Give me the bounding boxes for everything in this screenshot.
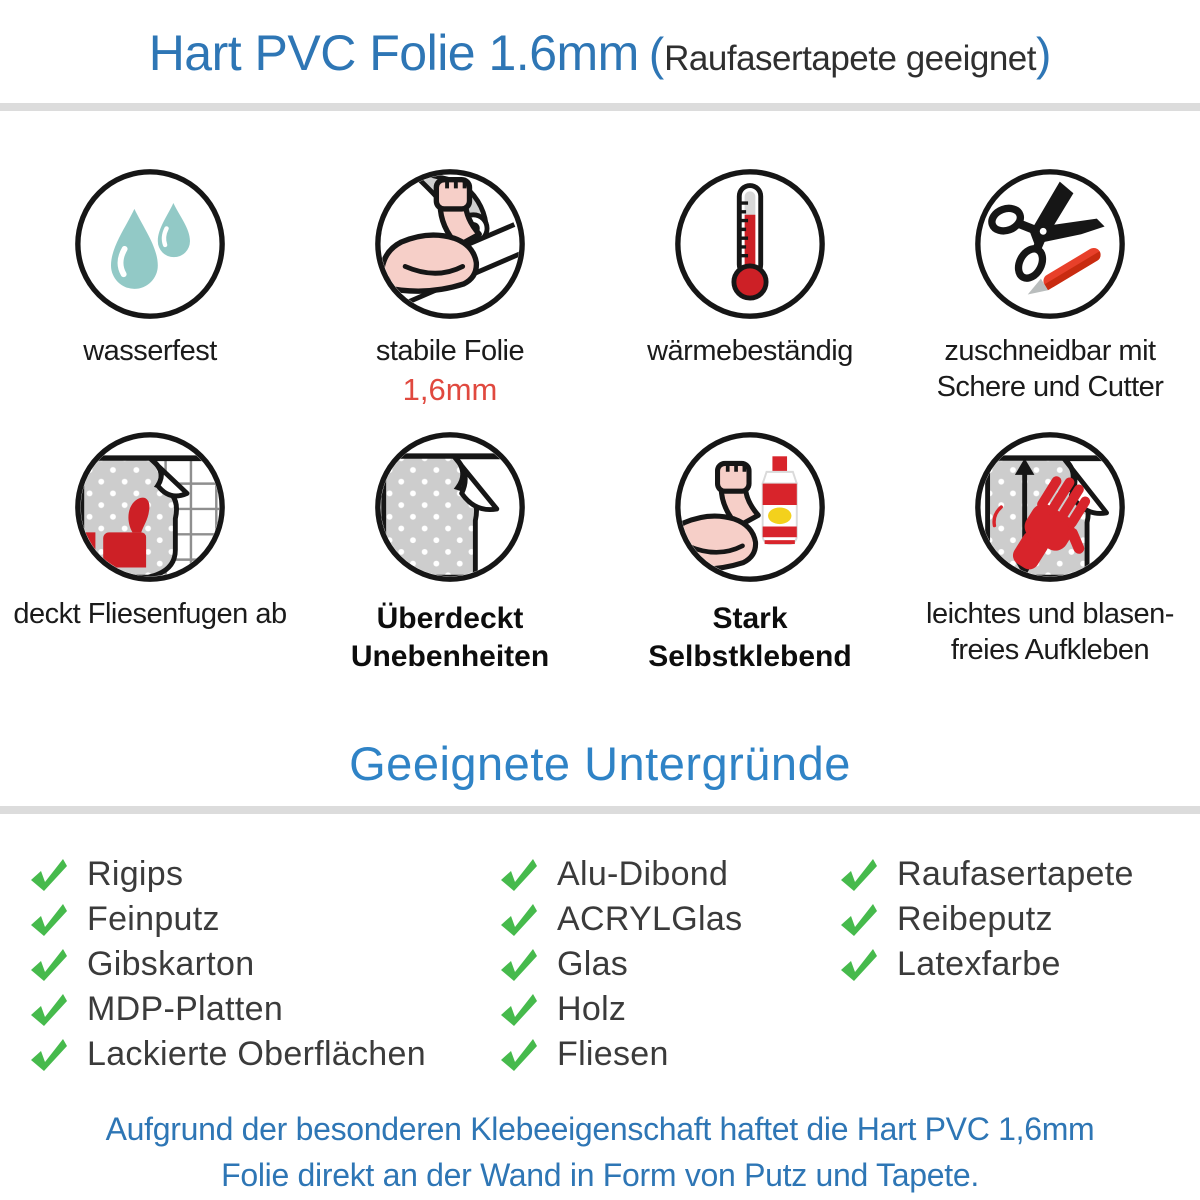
check-icon — [498, 992, 538, 1028]
tile-thumb-icon — [72, 429, 228, 585]
feature-waermebestaendig — [600, 166, 900, 429]
surface-item: Latexfarbe — [838, 942, 1134, 987]
feature-label: wasserfest — [83, 335, 217, 367]
feature-label: Überdeckt Unebenheiten — [350, 602, 550, 673]
surface-column-1 — [28, 852, 498, 1077]
surface-item: Gibskarton — [28, 942, 498, 987]
page-title — [0, 24, 1200, 82]
surface-item: Glas — [498, 942, 838, 987]
surface-item: Feinputz — [28, 897, 498, 942]
surface-item: Fliesen — [498, 1032, 838, 1077]
section-title: Geeignete Untergründe — [349, 737, 851, 790]
footer-line-1: Aufgrund der besonderen Klebeeigenschaft haftet die Hart PVC 1,6mm — [105, 1111, 1095, 1147]
feature-wasserfest — [0, 166, 300, 429]
scissors-cutter-icon — [972, 166, 1128, 322]
surface-column-3 — [838, 852, 1134, 987]
surface-item: Reibeputz — [838, 897, 1134, 942]
feature-sublabel: 1,6mm — [402, 372, 498, 407]
divider-middle — [0, 806, 1200, 814]
surface-item: Rigips — [28, 852, 498, 897]
surface-list — [28, 852, 1134, 1077]
surface-item: ACRYLGlas — [498, 897, 838, 942]
surface-item: Lackierte Oberflächen — [28, 1032, 498, 1077]
feature-aufkleben — [900, 429, 1200, 692]
feature-label: Stark Selbstklebend — [648, 602, 852, 673]
surface-column-2 — [498, 852, 838, 1077]
feature-label: wärmebeständig — [647, 335, 853, 367]
check-icon — [498, 857, 538, 893]
divider-top — [0, 103, 1200, 111]
feature-zuschneidbar — [900, 166, 1200, 429]
feature-fliesenfugen — [0, 429, 300, 692]
title-paren-close: ) — [1035, 28, 1052, 80]
feature-ueberdeckt — [300, 429, 600, 692]
check-icon — [838, 857, 878, 893]
muscle-foil-icon — [372, 166, 528, 322]
thermometer-icon — [672, 166, 828, 322]
features-grid — [0, 166, 1200, 692]
check-icon — [28, 947, 68, 983]
check-icon — [28, 902, 68, 938]
foil-fold-icon — [372, 429, 528, 585]
feature-selbstklebend — [600, 429, 900, 692]
feature-label: zuschneidbar mit Schere und Cutter — [936, 335, 1164, 403]
feature-stabile-folie — [300, 166, 600, 429]
water-drops-icon — [72, 166, 228, 322]
check-icon — [838, 902, 878, 938]
check-icon — [28, 992, 68, 1028]
surface-item: Raufasertapete — [838, 852, 1134, 897]
title-main: Hart PVC Folie 1.6mm — [148, 25, 639, 81]
check-icon — [838, 947, 878, 983]
feature-label: leichtes und blasen- freies Aufkleben — [926, 598, 1174, 666]
footer-line-2: Folie direkt an der Wand in Form von Putz und Tapete. — [221, 1157, 979, 1193]
footer-note — [0, 1106, 1200, 1198]
title-subtext: Raufasertapete geeignet — [664, 39, 1036, 78]
muscle-glue-icon — [672, 429, 828, 585]
check-icon — [28, 857, 68, 893]
check-icon — [28, 1037, 68, 1073]
surface-item: Alu-Dibond — [498, 852, 838, 897]
check-icon — [498, 947, 538, 983]
feature-label: deckt Fliesenfugen ab — [13, 598, 287, 630]
surface-item: Holz — [498, 987, 838, 1032]
surface-item: MDP-Platten — [28, 987, 498, 1032]
hand-smooth-icon — [972, 429, 1128, 585]
check-icon — [498, 1037, 538, 1073]
check-icon — [498, 902, 538, 938]
title-paren-open: ( — [648, 28, 665, 80]
feature-label: stabile Folie — [375, 335, 525, 367]
